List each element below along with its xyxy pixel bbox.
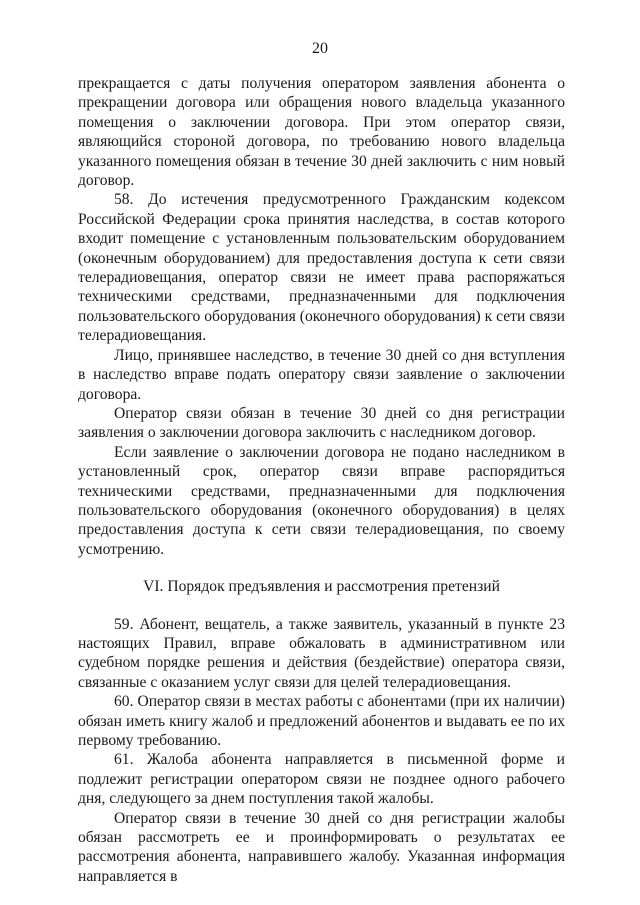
paragraph-no-application: Если заявление о заключении договора не подано наследником в установленный срок, оператор связи вправе распорядиться техническими средствами, предназначенными для подключения пользовательского оборудования (оконечного оборудования) в целях предоставления доступа к сети связи телерадиовещания, по своему усмотрению. — [78, 443, 565, 558]
paragraph-continuation: прекращается с даты получения оператором заявления абонента о прекращении договора или обращения нового владельца указанного помещения о заключении договора. При этом оператор связи, являющийся стороной договора, по требованию нового владельца указанного помещения обязан в течение 30 дней заключить с ним новый договор. — [78, 75, 565, 190]
paragraph-59: 59. Абонент, вещатель, а также заявитель, указанный в пункте 23 настоящих Правил, вправе обжаловать в административном или судебном порядке решения и действия (бездействие) оператора связи, связанные с оказанием услуг связи для целей телерадиовещания. — [78, 615, 565, 691]
paragraph-60: 60. Оператор связи в местах работы с абонентами (при их наличии) обязан иметь книгу жалоб и предложений абонентов и выдавать ее по их первому требованию. — [78, 693, 565, 749]
paragraph-58: 58. До истечения предусмотренного Гражданским кодексом Российской Федерации срока принятия наследства, в состав которого входит помещение с установленным пользовательским оборудованием (оконечным оборудованием) для предоставления доступа к сети связи телерадиовещания, оператор связи не имеет права распоряжаться техническими средствами, предназначенными для подключения пользовательского оборудования (оконечного оборудования) к сети связи телерадиовещания. — [78, 191, 565, 345]
paragraph-heir-application: Лицо, принявшее наследство, в течение 30 дней со дня вступления в наследство вправе подать оператору связи заявление о заключении договора. — [78, 346, 565, 403]
document-body — [78, 74, 565, 886]
paragraph-complaint-review: Оператор связи в течение 30 дней со дня регистрации жалобы обязан рассмотреть ее и проинформировать о результатах ее рассмотрения абонента, направившего жалобу. Указанная информация направляется в — [78, 809, 565, 885]
section-heading: VI. Порядок предъявления и рассмотрения претензий — [143, 578, 500, 596]
paragraph-61: 61. Жалоба абонента направляется в письменной форме и подлежит регистрации оператором связи не позднее одного рабочего дня, следующего за днем поступления такой жалобы. — [78, 751, 565, 808]
paragraph-operator-obligation: Оператор связи обязан в течение 30 дней со дня регистрации заявления о заключении договора заключить с наследником договор. — [78, 404, 565, 442]
page-number: 20 — [312, 40, 328, 57]
